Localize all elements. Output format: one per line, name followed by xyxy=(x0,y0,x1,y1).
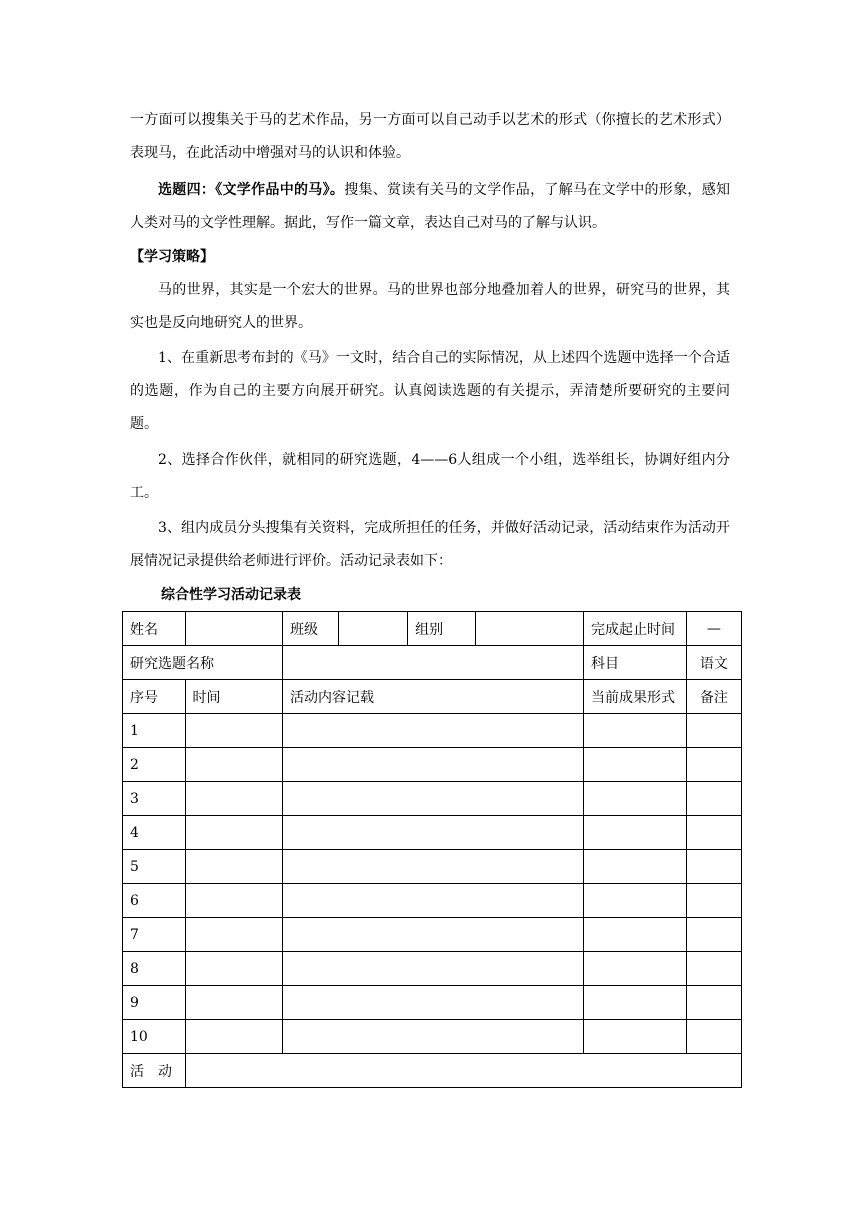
row-time-cell[interactable] xyxy=(185,714,283,748)
subject-field[interactable]: 语文 xyxy=(686,646,741,680)
topic-label: 研究选题名称 xyxy=(123,646,283,680)
row-result-cell[interactable] xyxy=(584,782,687,816)
row-number: 2 xyxy=(123,748,186,782)
table-row-activity xyxy=(123,1054,742,1088)
row-content-cell[interactable] xyxy=(283,850,584,884)
row-content-cell[interactable] xyxy=(283,1020,584,1054)
table-row xyxy=(123,918,742,952)
table-row xyxy=(123,952,742,986)
paragraph-horse-world xyxy=(130,274,730,340)
table-row xyxy=(123,816,742,850)
row-result-cell[interactable] xyxy=(584,714,687,748)
row-note-cell[interactable] xyxy=(686,816,741,850)
time-range-label: 完成起止时间 xyxy=(584,612,687,646)
row-number: 6 xyxy=(123,884,186,918)
section-heading: 【学习策略】 xyxy=(130,249,214,265)
name-label: 姓名 xyxy=(123,612,186,646)
row-content-cell[interactable] xyxy=(283,884,584,918)
row-content-cell[interactable] xyxy=(283,748,584,782)
row-content-cell[interactable] xyxy=(283,986,584,1020)
paragraph-text: 马的世界，其实是一个宏大的世界。马的世界也部分地叠加着人的世界，研究马的世界，其实也是反向地研究人的世界。 xyxy=(130,282,730,331)
row-result-cell[interactable] xyxy=(584,884,687,918)
paragraph-art-topic xyxy=(130,104,730,170)
row-time-cell[interactable] xyxy=(185,782,283,816)
row-time-cell[interactable] xyxy=(185,884,283,918)
row-time-cell[interactable] xyxy=(185,986,283,1020)
table-header-row xyxy=(123,680,742,714)
class-label: 班级 xyxy=(283,612,339,646)
topic-four-text: 搜集、赏读有关马的文学作品，了解马在文学中的形象，感知人类对马的文学性理解。据此，写作一篇文章，表达自己对马的了解与认识。 xyxy=(130,182,731,231)
table-row-info xyxy=(123,612,742,646)
paragraph-step-three xyxy=(130,512,730,578)
table-row xyxy=(123,714,742,748)
row-number: 10 xyxy=(123,1020,186,1054)
paragraph-topic-four xyxy=(130,174,730,240)
row-content-cell[interactable] xyxy=(283,952,584,986)
paragraph-text: 3、组内成员分头搜集有关资料，完成所担任的任务，并做好活动记录，活动结束作为活动开展情况记录提供给老师进行评价。活动记录表如下： xyxy=(130,520,730,569)
table-row xyxy=(123,748,742,782)
table-title: 综合性学习活动记录表 xyxy=(161,587,301,603)
paragraph-text: 2、选择合作伙伴，就相同的研究选题，4——6人组成一个小组，选举组长，协调好组内分工。 xyxy=(130,452,730,501)
row-number: 7 xyxy=(123,918,186,952)
group-field[interactable] xyxy=(475,612,583,646)
row-number: 3 xyxy=(123,782,186,816)
row-content-cell[interactable] xyxy=(283,918,584,952)
row-note-cell[interactable] xyxy=(686,884,741,918)
row-note-cell[interactable] xyxy=(686,1020,741,1054)
paragraph-text: 1、在重新思考布封的《马》一文时，结合自己的实际情况，从上述四个选题中选择一个合适的选题，作为自己的主要方向展开研究。认真阅读选题的有关提示，弄清楚所要研究的主要问题。 xyxy=(130,350,730,432)
row-number: 1 xyxy=(123,714,186,748)
subject-label: 科目 xyxy=(584,646,687,680)
row-time-cell[interactable] xyxy=(185,1020,283,1054)
row-time-cell[interactable] xyxy=(185,748,283,782)
class-field[interactable] xyxy=(339,612,408,646)
activity-record-table xyxy=(122,611,742,1088)
row-result-cell[interactable] xyxy=(584,816,687,850)
activity-field[interactable] xyxy=(185,1054,741,1088)
row-time-cell[interactable] xyxy=(185,850,283,884)
paragraph-text: 一方面可以搜集关于马的艺术作品，另一方面可以自己动手以艺术的形式（你擅长的艺术形式）表现马，在此活动中增强对马的认识和体验。 xyxy=(130,112,730,161)
row-number: 8 xyxy=(123,952,186,986)
row-number: 4 xyxy=(123,816,186,850)
paragraph-step-two xyxy=(130,444,730,510)
row-result-cell[interactable] xyxy=(584,850,687,884)
row-note-cell[interactable] xyxy=(686,748,741,782)
topic-field[interactable] xyxy=(283,646,584,680)
time-range-field[interactable]: — xyxy=(686,612,741,646)
group-label: 组别 xyxy=(408,612,476,646)
topic-four-title: 选题四：《文学作品中的马》。 xyxy=(158,182,345,198)
row-note-cell[interactable] xyxy=(686,714,741,748)
row-number: 5 xyxy=(123,850,186,884)
row-note-cell[interactable] xyxy=(686,782,741,816)
header-result: 当前成果形式 xyxy=(584,680,687,714)
row-number: 9 xyxy=(123,986,186,1020)
activity-label: 活 动 xyxy=(123,1054,186,1088)
row-content-cell[interactable] xyxy=(283,714,584,748)
row-result-cell[interactable] xyxy=(584,952,687,986)
row-result-cell[interactable] xyxy=(584,986,687,1020)
row-note-cell[interactable] xyxy=(686,850,741,884)
table-row xyxy=(123,782,742,816)
name-field[interactable] xyxy=(185,612,283,646)
header-time: 时间 xyxy=(185,680,283,714)
row-note-cell[interactable] xyxy=(686,952,741,986)
header-note: 备注 xyxy=(686,680,741,714)
row-result-cell[interactable] xyxy=(584,1020,687,1054)
row-result-cell[interactable] xyxy=(584,918,687,952)
row-result-cell[interactable] xyxy=(584,748,687,782)
paragraph-step-one xyxy=(130,342,730,441)
row-time-cell[interactable] xyxy=(185,918,283,952)
table-row xyxy=(123,850,742,884)
row-note-cell[interactable] xyxy=(686,918,741,952)
table-row xyxy=(123,1020,742,1054)
table-row-topic xyxy=(123,646,742,680)
row-note-cell[interactable] xyxy=(686,986,741,1020)
row-time-cell[interactable] xyxy=(185,816,283,850)
header-content: 活动内容记载 xyxy=(283,680,584,714)
row-time-cell[interactable] xyxy=(185,952,283,986)
table-row xyxy=(123,986,742,1020)
row-content-cell[interactable] xyxy=(283,816,584,850)
header-no: 序号 xyxy=(123,680,186,714)
record-rows xyxy=(123,714,742,1054)
table-row xyxy=(123,884,742,918)
row-content-cell[interactable] xyxy=(283,782,584,816)
